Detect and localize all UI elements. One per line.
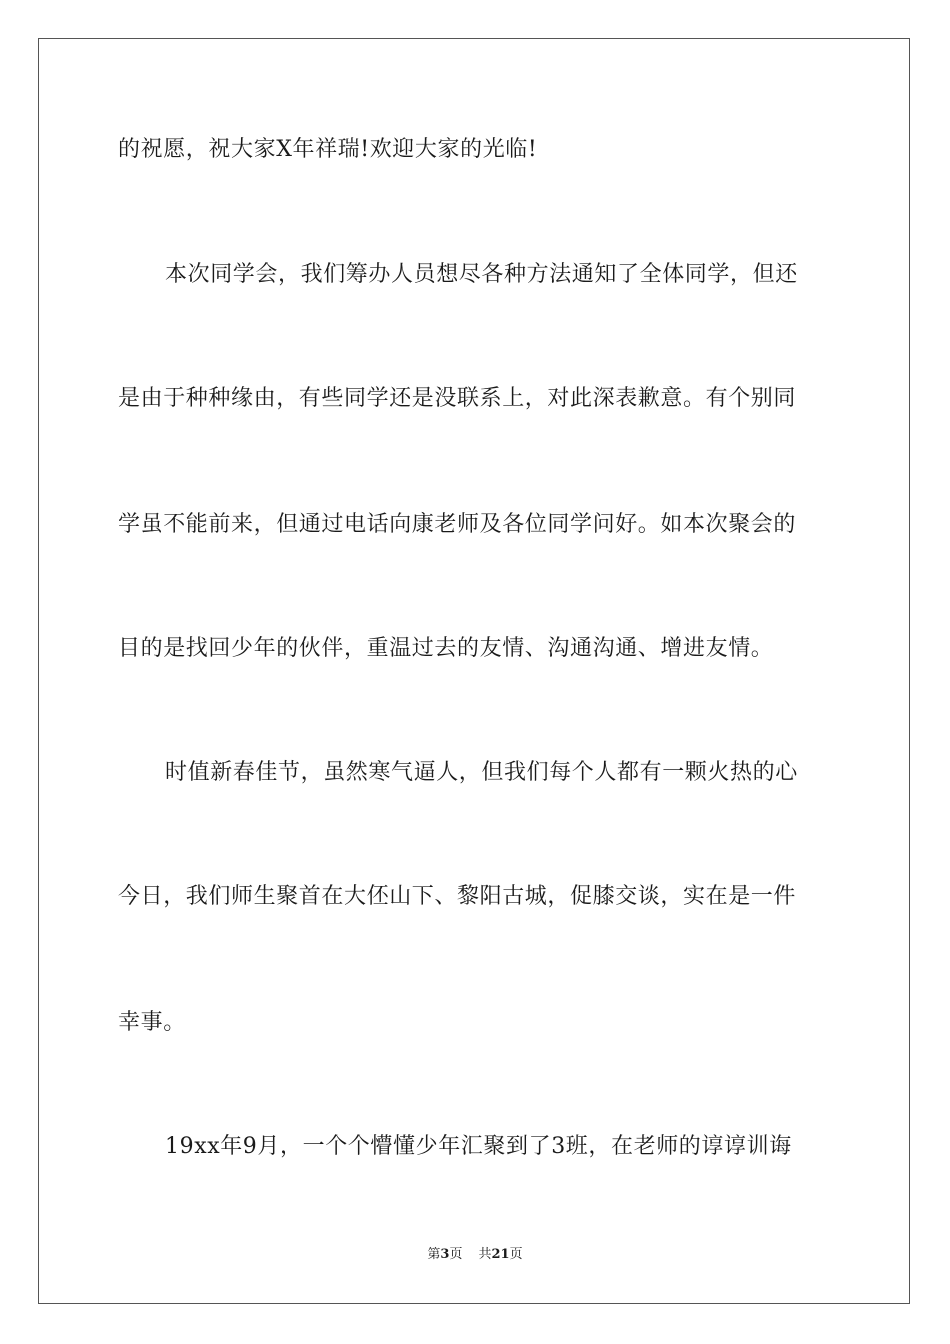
page-current: 3 (440, 1247, 450, 1262)
page-prefix: 第 (427, 1247, 441, 1262)
text-line-2: 本次同学会，我们筹办人员想尽各种方法通知了全体同学，但还 (165, 262, 798, 287)
total-prefix: 共 (478, 1247, 492, 1262)
page-suffix: 页 (449, 1247, 463, 1262)
text-line-8: 幸事。 (118, 1010, 186, 1035)
text-line-5: 目的是找回少年的伙伴，重温过去的友情、沟通沟通、增进友情。 (118, 636, 774, 661)
page-total: 21 (491, 1247, 510, 1262)
page-border (38, 38, 910, 1304)
text-line-1: 的祝愿，祝大家X年祥瑞!欢迎大家的光临! (118, 137, 538, 162)
page-footer (0, 1246, 950, 1264)
text-line-3: 是由于种种缘由，有些同学还是没联系上，对此深表歉意。有个别同 (118, 386, 797, 411)
text-line-9: 19xx年9月，一个个懵懂少年汇聚到了3班，在老师的谆谆训诲 (165, 1134, 792, 1159)
text-line-6: 时值新春佳节，虽然寒气逼人，但我们每个人都有一颗火热的心 (165, 760, 798, 785)
text-line-7: 今日，我们师生聚首在大伾山下、黎阳古城，促膝交谈，实在是一件 (118, 884, 797, 909)
text-line-4: 学虽不能前来，但通过电话向康老师及各位同学问好。如本次聚会的 (118, 512, 797, 537)
total-suffix: 页 (509, 1247, 523, 1262)
